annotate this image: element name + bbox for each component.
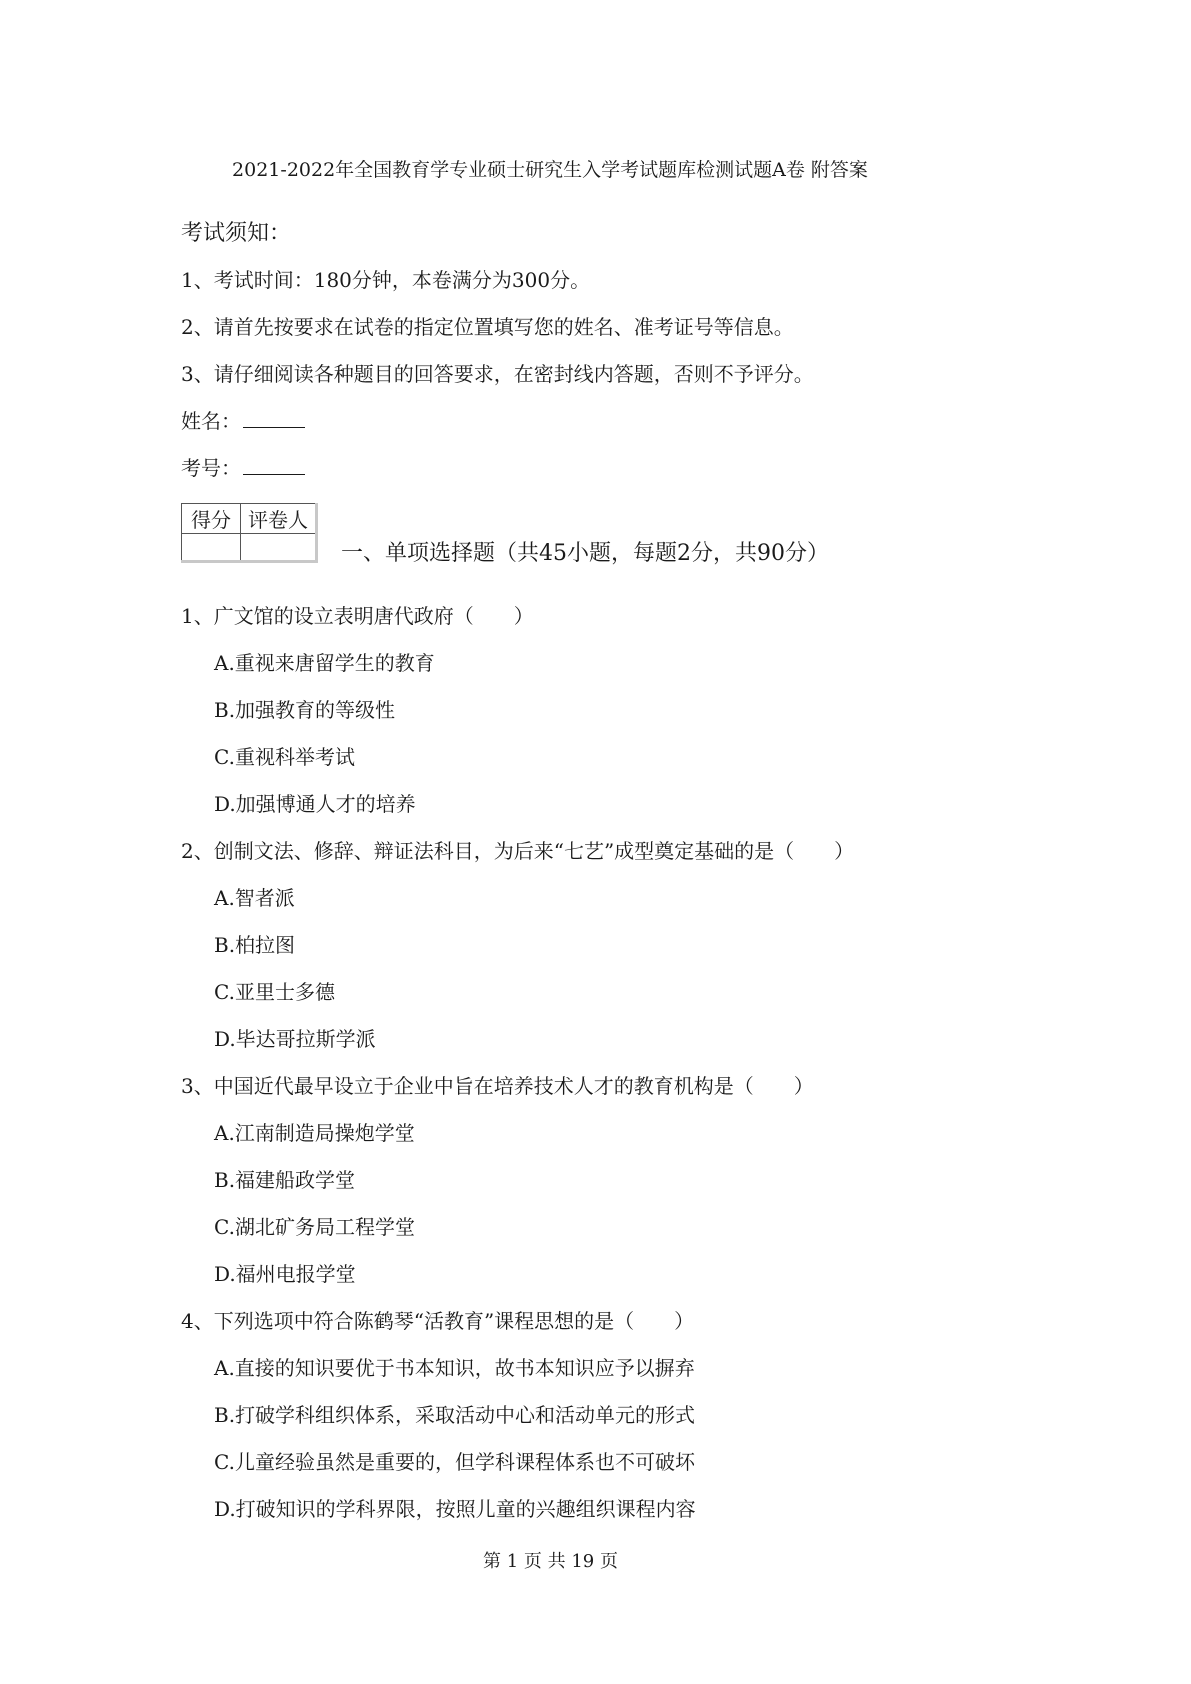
- question-option: A.江南制造局操炮学堂: [214, 1121, 415, 1145]
- question-option: B.加强教育的等级性: [214, 698, 396, 722]
- exam-title: 2021-2022年全国教育学专业硕士研究生入学考试题库检测试题A卷 附答案: [232, 159, 868, 181]
- question-option: C.湖北矿务局工程学堂: [214, 1215, 415, 1239]
- question-option: C.重视科举考试: [214, 745, 355, 769]
- id-label: 考号：: [181, 456, 241, 480]
- name-field: [181, 405, 305, 434]
- question-option: A.直接的知识要优于书本知识，故书本知识应予以摒弃: [214, 1356, 695, 1380]
- score-header: 得分: [182, 504, 241, 534]
- name-blank[interactable]: [243, 409, 305, 428]
- question-stem: 4、下列选项中符合陈鹤琴“活教育”课程思想的是（ ）: [181, 1309, 695, 1333]
- grader-cell: [241, 534, 317, 562]
- name-label: 姓名：: [181, 409, 241, 433]
- question-option: D.打破知识的学科界限，按照儿童的兴趣组织课程内容: [214, 1497, 696, 1521]
- id-field: [181, 452, 305, 481]
- notice-item-time: 1、考试时间：180分钟，本卷满分为300分。: [181, 268, 591, 292]
- question-option: B.打破学科组织体系，采取活动中心和活动单元的形式: [214, 1403, 696, 1427]
- question-stem: 3、中国近代最早设立于企业中旨在培养技术人才的教育机构是（ ）: [181, 1074, 814, 1098]
- notice-item-answer-rules: 3、请仔细阅读各种题目的回答要求，在密封线内答题，否则不予评分。: [181, 362, 814, 386]
- question-option: D.福州电报学堂: [214, 1262, 356, 1286]
- question-option: B.柏拉图: [214, 933, 296, 957]
- question-option: A.重视来唐留学生的教育: [214, 651, 435, 675]
- section-heading: 一、单项选择题（共45小题，每题2分，共90分）: [341, 541, 829, 566]
- question-option: B.福建船政学堂: [214, 1168, 356, 1192]
- question-option: D.加强博通人才的培养: [214, 792, 416, 816]
- question-stem: 1、广文馆的设立表明唐代政府（ ）: [181, 604, 534, 628]
- question-option: C.亚里士多德: [214, 980, 335, 1004]
- grader-header: 评卷人: [241, 504, 317, 534]
- score-cell: [182, 534, 241, 562]
- page-footer: [0, 1547, 1191, 1573]
- notice-item-fill-info: 2、请首先按要求在试卷的指定位置填写您的姓名、准考证号等信息。: [181, 315, 794, 339]
- question-option: C.儿童经验虽然是重要的，但学科课程体系也不可破坏: [214, 1450, 695, 1474]
- notice-heading: 考试须知：: [181, 221, 292, 246]
- id-blank[interactable]: [243, 456, 305, 475]
- question-stem: 2、创制文法、修辞、辩证法科目，为后来“七艺”成型奠定基础的是（ ）: [181, 839, 855, 863]
- page-number: 第 1 页 共 19 页: [483, 1551, 618, 1572]
- question-option: A.智者派: [214, 886, 295, 910]
- score-box: [181, 503, 318, 563]
- question-option: D.毕达哥拉斯学派: [214, 1027, 376, 1051]
